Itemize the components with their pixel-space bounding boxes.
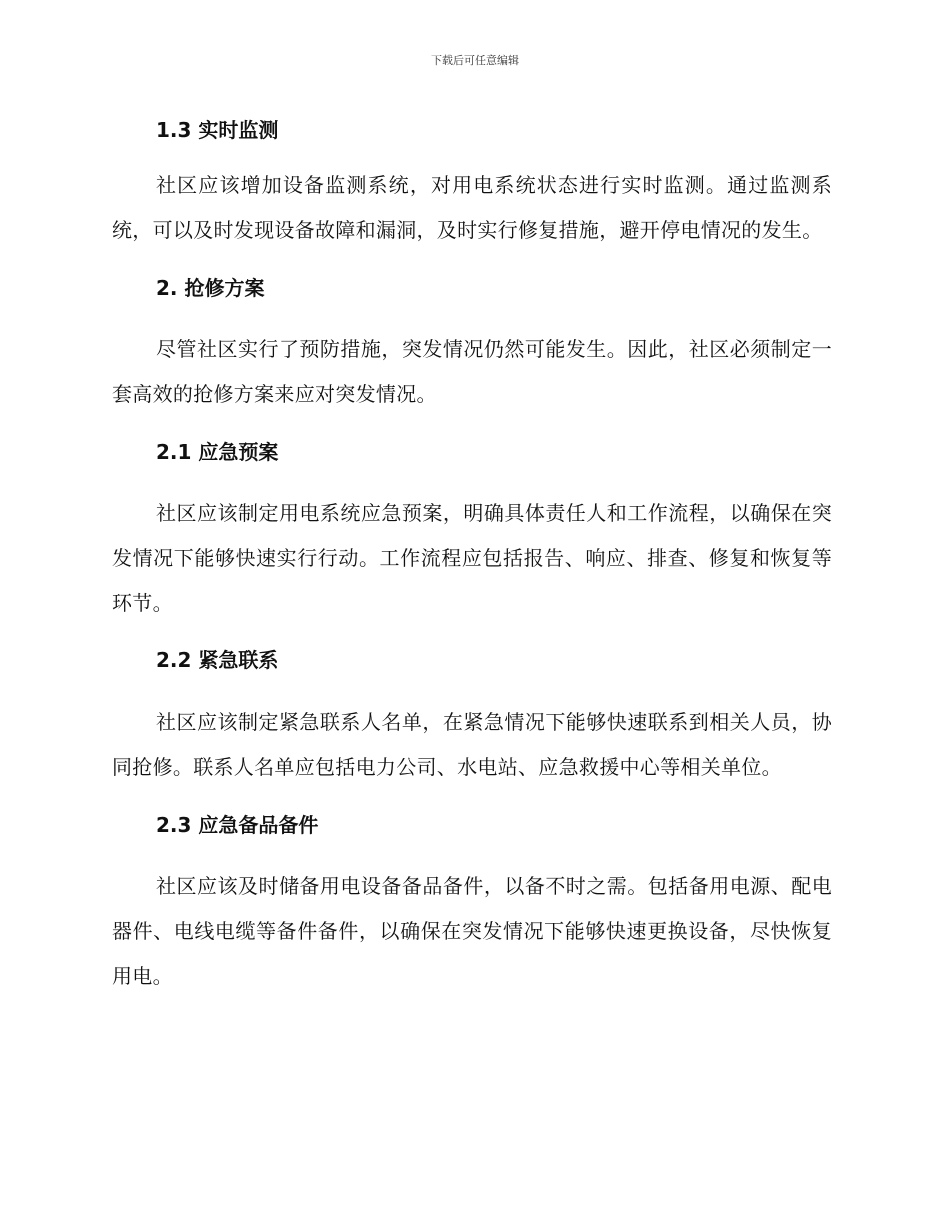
section-paragraph-2-3: 社区应该及时储备用电设备备品备件，以备不时之需。包括备用电源、配电器件、电线电缆等备件备件，以确保在突发情况下能够快速更换设备，尽快恢复用电。: [112, 874, 832, 988]
section-paragraph-2: 尽管社区实行了预防措施，突发情况仍然可能发生。因此，社区必须制定一套高效的抢修方案来应对突发情况。: [112, 337, 832, 406]
section-paragraph-2-1: 社区应该制定用电系统应急预案，明确具体责任人和工作流程，以确保在突发情况下能够快速实行行动。工作流程应包括报告、响应、排查、修复和恢复等环节。: [112, 501, 832, 615]
section-paragraph-1-3: 社区应该增加设备监测系统，对用电系统状态进行实时监测。通过监测系统，可以及时发现设备故障和漏洞，及时实行修复措施，避开停电情况的发生。: [112, 173, 832, 242]
section-heading-2-1: 2.1 应急预案: [156, 440, 279, 464]
section-heading-1-3: 1.3 实时监测: [156, 118, 279, 142]
section-heading-2-3: 2.3 应急备品备件: [156, 813, 319, 837]
page-header-note: 下载后可任意编辑: [431, 54, 519, 67]
section-heading-2-2: 2.2 紧急联系: [156, 648, 279, 672]
section-paragraph-2-2: 社区应该制定紧急联系人名单，在紧急情况下能够快速联系到相关人员，协同抢修。联系人名单应包括电力公司、水电站、应急救援中心等相关单位。: [112, 710, 832, 779]
document-body: [112, 108, 832, 999]
section-heading-2: 2. 抢修方案: [156, 276, 265, 300]
